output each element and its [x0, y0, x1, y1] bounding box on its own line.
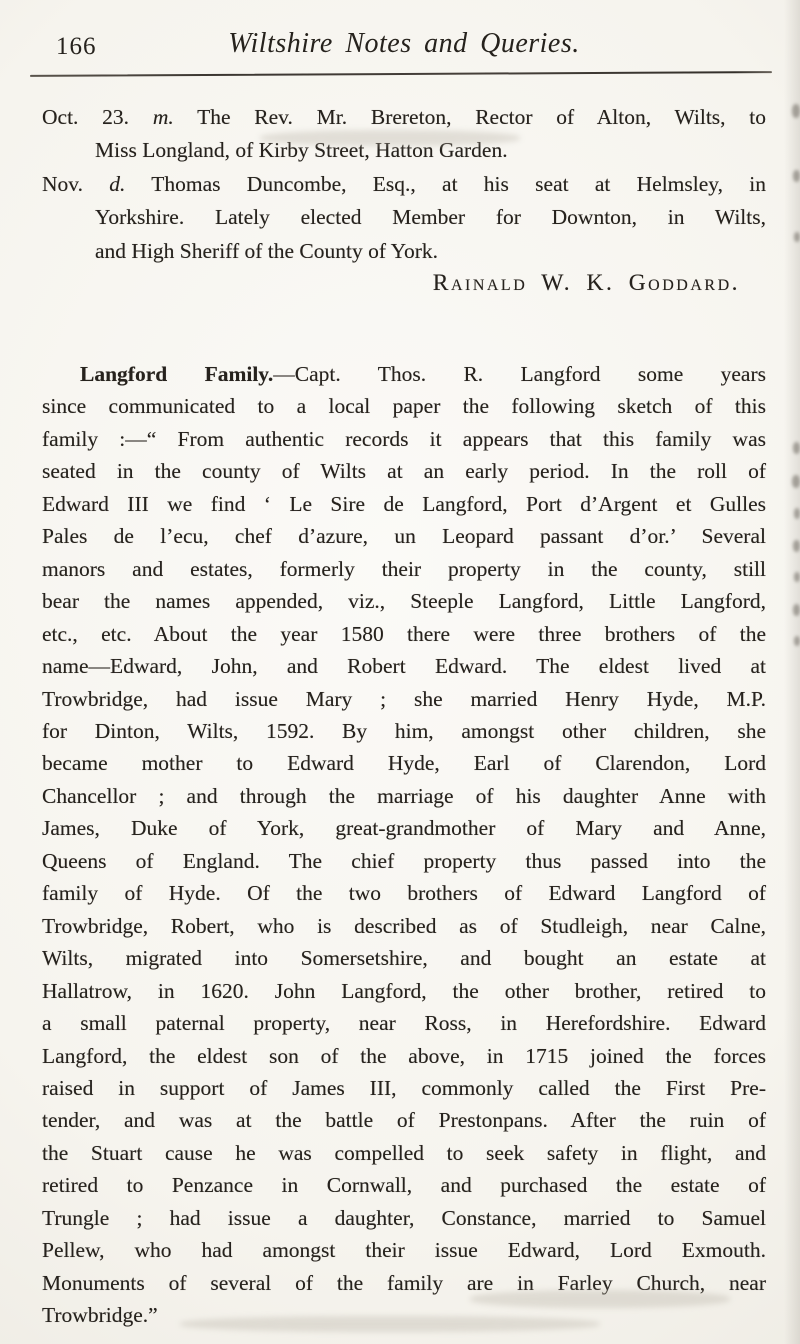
header-rule [30, 71, 772, 77]
bleed-through-artifact [470, 1290, 730, 1308]
entry-date: Oct. 23. [42, 105, 130, 129]
article-text-line: seated in the county of Wilts at an early period. In the roll of [42, 459, 766, 484]
article-text-line: Pellew, who had amongst their issue Edward, Lord Exmouth. [42, 1238, 766, 1263]
entry-type-abbrev: d. [109, 171, 126, 196]
article-text-line: a small paternal property, near Ross, in Herefordshire. Edward [42, 1011, 766, 1036]
article-text-line: since communicated to a local paper the following sketch of this [42, 394, 766, 419]
article-text-line: Pales de l’ecu, chef d’azure, un Leopard passant d’or.’ Several [42, 524, 766, 549]
article-text-line: family :—“ From authentic records it appears that this family was [42, 426, 766, 451]
article-text-line: became mother to Edward Hyde, Earl of Clarendon, Lord [42, 751, 766, 776]
article-text-line: Trowbridge, Robert, who is described as of Studleigh, near Calne, [42, 913, 766, 938]
page-edge-shadow [784, 0, 800, 1344]
article-text-line: Trowbridge.” [42, 1303, 158, 1328]
entry-date: Nov. [42, 171, 84, 196]
article-text-line: Wilts, migrated into Somersetshire, and bought an estate at [42, 946, 766, 971]
article-text-line: name—Edward, John, and Robert Edward. The eldest lived at [42, 654, 766, 679]
article-text-line: Edward III we find ‘ Le Sire de Langford, Port d’Argent et Gulles [42, 491, 766, 516]
article-first-line-rest: —Capt. Thos. R. Langford some years [273, 362, 766, 386]
article-text-line: family of Hyde. Of the two brothers of Edward Langford of [42, 881, 766, 906]
article-text-line: James, Duke of York, great-grandmother of Mary and Anne, [42, 816, 766, 841]
entry-continuation-line: Miss Longland, of Kirby Street, Hatton Garden. [95, 138, 508, 163]
article-text-line: Trungle ; had issue a daughter, Constance, married to Samuel [42, 1205, 766, 1230]
article-text-line: Queens of England. The chief property thus passed into the [42, 848, 766, 873]
article-text-line: retired to Penzance in Cornwall, and purchased the estate of [42, 1173, 766, 1198]
entries-block [42, 101, 766, 268]
article-text-line: Monuments of several of the family are in Farley Church, near [42, 1270, 766, 1295]
entry-continuation-line: Yorkshire. Lately elected Member for Downton, in Wilts, [95, 205, 766, 230]
article-text-line: Trowbridge, had issue Mary ; she married Henry Hyde, M.P. [42, 686, 766, 711]
article-text-line: Langford, the eldest son of the above, in 1715 joined the forces [42, 1043, 766, 1068]
article-text-line: for Dinton, Wilts, 1592. By him, amongst other children, she [42, 718, 766, 743]
entry-type-abbrev: m. [152, 105, 174, 129]
entry-first-line [42, 168, 766, 201]
article-text-line: the Stuart cause he was compelled to seek safety in flight, and [42, 1140, 766, 1165]
article-text-line: bear the names appended, viz., Steeple Langford, Little Langford, [42, 589, 766, 614]
article-heading: Langford Family. [80, 362, 274, 386]
article-text-line: manors and estates, formerly their property in the county, still [42, 556, 766, 581]
running-header [42, 28, 766, 68]
contributor-signature: Rainald W. K. Goddard. [432, 270, 740, 296]
article-text-line: etc., etc. About the year 1580 there were three brothers of the [42, 621, 766, 646]
article-text-line: Chancellor ; and through the marriage of his daughter Anne with [42, 783, 766, 808]
journal-title: Wiltshire Notes and Queries. [228, 28, 580, 59]
bleed-through-artifact [180, 1316, 600, 1332]
article-text-line: tender, and was at the battle of Prestonpans. After the ruin of [42, 1108, 766, 1133]
article-text-line: raised in support of James III, commonly called the First Pre- [42, 1075, 766, 1100]
entry-death-nov [42, 168, 766, 268]
article-first-line [42, 358, 766, 390]
article-text-line: Hallatrow, in 1620. John Langford, the other brother, retired to [42, 978, 766, 1003]
entry-continuation-line: and High Sheriff of the County of York. [95, 238, 438, 263]
page-number: 166 [56, 33, 97, 60]
bleed-through-artifact [260, 130, 520, 146]
entry-text: The Rev. Mr. Brereton, Rector of Alton, Wilts, to [197, 105, 767, 129]
entry-text: Thomas Duncombe, Esq., at his seat at Helmsley, in [151, 171, 766, 196]
langford-family-article [42, 358, 766, 1332]
